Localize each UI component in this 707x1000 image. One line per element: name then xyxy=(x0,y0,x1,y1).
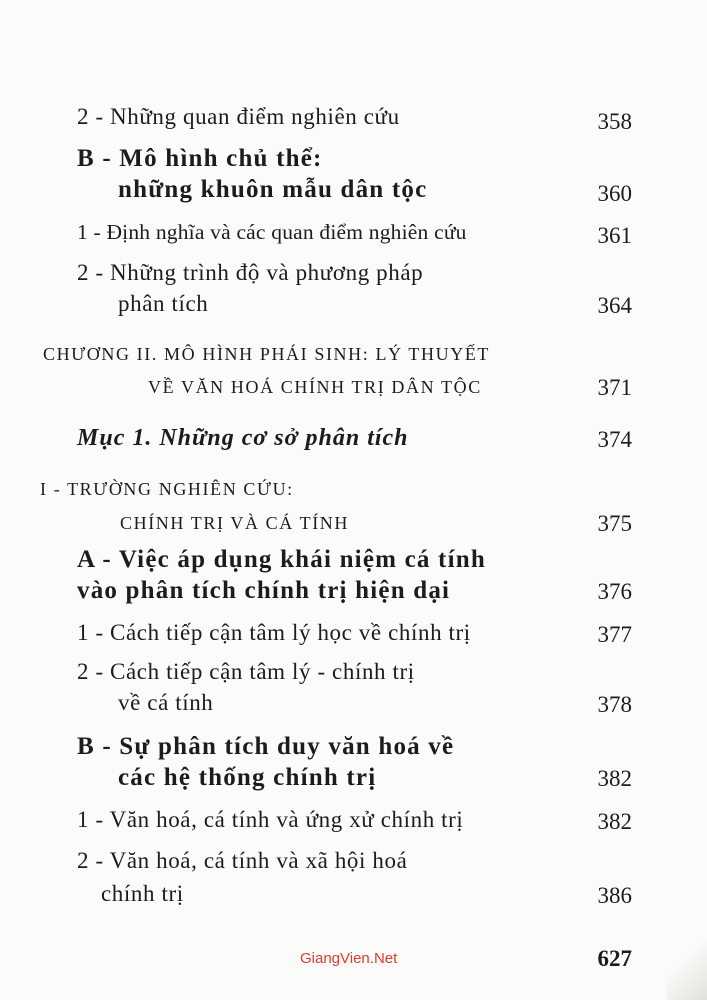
entry-page-number: 374 xyxy=(597,427,632,452)
entry-title: B - Mô hình chủ thể: xyxy=(77,145,323,172)
entry-page-number: 375 xyxy=(597,511,632,536)
section-title: Mục 1. Những cơ sở phân tích xyxy=(77,425,409,451)
entry-page-number: 371 xyxy=(597,375,632,400)
entry-title: I - TRƯỜNG NGHIÊN CỨU: xyxy=(40,479,294,499)
entry-title-continued: phân tích xyxy=(118,291,209,316)
chapter-title-continued: VỀ VĂN HOÁ CHÍNH TRỊ DÂN TỘC xyxy=(148,377,482,397)
entry-title: A - Việc áp dụng khái niệm cá tính xyxy=(77,546,486,573)
entry-title-continued: CHÍNH TRỊ VÀ CÁ TÍNH xyxy=(120,513,350,533)
entry-page-number: 360 xyxy=(597,181,632,206)
entry-title: 2 - Những trình độ và phương pháp xyxy=(77,260,424,285)
entry-page-number: 386 xyxy=(597,883,632,908)
watermark-text: GiangVien.Net xyxy=(300,950,398,967)
entry-page-number: 361 xyxy=(597,223,632,248)
chapter-title: CHƯƠNG II. MÔ HÌNH PHÁI SINH: LÝ THUYẾT xyxy=(43,344,491,364)
entry-page-number: 376 xyxy=(597,579,632,604)
entry-title: 2 - Văn hoá, cá tính và xã hội hoá xyxy=(77,848,408,873)
entry-page-number: 382 xyxy=(597,766,632,791)
page-number: 627 xyxy=(597,946,632,971)
entry-title-continued: về cá tính xyxy=(118,690,214,715)
entry-title: 1 - Cách tiếp cận tâm lý học về chính trị xyxy=(77,620,471,645)
entry-title-continued: chính trị xyxy=(101,881,184,906)
entry-title: 1 - Văn hoá, cá tính và ứng xử chính trị xyxy=(77,807,464,832)
entry-title-continued: vào phân tích chính trị hiện dại xyxy=(77,577,451,604)
entry-page-number: 382 xyxy=(597,809,632,834)
entry-page-number: 377 xyxy=(597,622,632,647)
entry-title: B - Sự phân tích duy văn hoá về xyxy=(77,733,455,760)
entry-page-number: 378 xyxy=(597,692,632,717)
entry-page-number: 358 xyxy=(597,109,632,134)
entry-title-continued: các hệ thống chính trị xyxy=(118,764,377,791)
entry-title: 2 - Những quan điểm nghiên cứu xyxy=(77,104,400,129)
paper-smudge xyxy=(667,930,707,1000)
entry-title: 2 - Cách tiếp cận tâm lý - chính trị xyxy=(77,659,415,684)
entry-page-number: 364 xyxy=(597,293,632,318)
entry-title: 1 - Định nghĩa và các quan điểm nghiên cứu xyxy=(77,220,467,244)
entry-title-continued: những khuôn mẫu dân tộc xyxy=(118,176,428,203)
